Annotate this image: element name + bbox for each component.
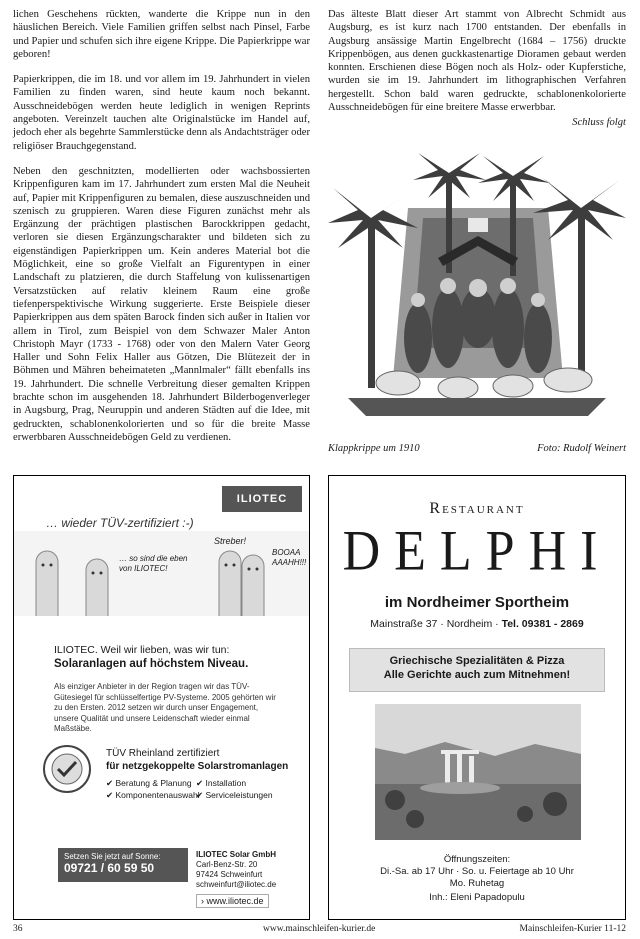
hours-line: Mo. Ruhetag bbox=[449, 878, 505, 889]
check-item: ✔ Beratung & Planung bbox=[106, 778, 192, 788]
opening-hours bbox=[329, 854, 625, 904]
specialties-line: Griechische Spezialitäten & Pizza bbox=[389, 655, 565, 667]
footer-issue: Mainschleifen-Kurier 11-12 bbox=[519, 924, 626, 934]
specialties-box bbox=[349, 648, 605, 692]
page-number: 36 bbox=[13, 924, 23, 934]
bubble-booaa: BOOAA AAAHH!!! bbox=[272, 548, 307, 567]
cert-subtitle: für netzgekoppelte Solarstromanlagen bbox=[106, 761, 289, 772]
article-signoff: Schluss folgt bbox=[572, 117, 626, 129]
address-line: Mainstraße 37 · Nordheim · Tel. 09381 - 2869 bbox=[370, 618, 584, 630]
call-label: Setzen Sie jetzt auf Sonne: bbox=[64, 852, 161, 861]
iliotec-address bbox=[196, 850, 276, 890]
iliotec-logo: ILIOTEC bbox=[222, 486, 302, 512]
bubble-so-sind: … so sind die eben von ILIOTEC! bbox=[119, 554, 188, 573]
phone-number: 09721 / 60 59 50 bbox=[64, 861, 155, 875]
article-paragraph: Neben den geschnitzten, modellierten oder wachsbossierten Krippenfiguren kam im 17. Jahrhundert zum ersten Mal die Neuheit auf, Papier mit Krippenfiguren zu bemalen, diese auszuschneiden und szenisch zu gruppieren. Waren diese Figuren zunächst mehr als Ergänzung der prächtigen plastischen Barockkrippen gedacht, verloren sie diesen Ergänzungscharakter und bildeten sich zu eigenständigen Papierkrippen um. Kein anderes Material bot die Möglichkeit, eine so große Vielfalt an Figurentypen in einer Landschaft zu platzieren, die durch Staffelung von kulissenartigen Versatzstücken auf relativ kleinem Raum eine große tiefenperspektivische Wirkung suggerierte. Erste Beispiele dieser Papierkrippen aus dem späten Barock finden sich außer in Italien vor allem in Tirol, zum Beispiel von dem Schwazer Maler Anton Christoph Mayr (1733 - 1768) oder von den Malern Vater Georg Haller und Sohn Felix Haller aus Götzen, Die Blütezeit der in Böhmen und Mähren beheimateten „Mannlmaler“ fällt ebenfalls ins 19. Jahrhundert. Die schnelle Verbreitung dieser gemalten Krippen brachte schon im ausgehenden 18. Jahrhundert Bilderbogenverleger in Augsburg, Prag, Neuruppin und anderen Städten auf die Idee, mit gedruckten, schablonenkolorierten und so für die breite Masse erwerbbaren Ausschneidebögen Geld zu verdienen. bbox=[13, 165, 310, 443]
phone-number: Tel. 09381 - 2869 bbox=[501, 618, 584, 630]
iliotec-body: Als einziger Anbieter in der Region tragen wir das TÜV-Gütesiegel für schlüsselfertige PV-Systeme. 2005 gehörten wir zu den Ersten. 2012 setzen wir durch unser Engagement, unsere Qualität und unsere Leidenschaft wieder einmal Maßstäbe. bbox=[54, 682, 276, 733]
hours-line: Di.-Sa. ab 17 Uhr · So. u. Feiertage ab 10 Uhr bbox=[380, 866, 574, 877]
restaurant-name-logo: DELPHI bbox=[342, 520, 612, 583]
photo-caption: Klappkrippe um 1910 bbox=[328, 443, 420, 454]
specialties-line: Alle Gerichte auch zum Mitnehmen! bbox=[383, 669, 571, 681]
article-paragraph: Das älteste Blatt dieser Art stammt von Albrecht Schmidt aus Augsburg, es ist kurz nach 1700 entstanden. Der ebenfalls in Augsburg ansässige Martin Engelbrecht (1684 – 1756) druckte Krippenbögen, aus denen guckkastenartige Dioramen gebaut werden konnten. Erschienen diese Bögen noch als Holz- oder Kupferstiche, wurden sie im 19. Jahrhundert im lithographischen Verfahren hergestellt. Schon bald waren gedruckte, schablonenkolorierte Ausschneidebögen für eine breitere Masse erwerbbar. bbox=[328, 9, 626, 114]
bubble-streber: Streber! bbox=[214, 536, 247, 546]
article-column-left bbox=[13, 8, 310, 456]
city: 97424 Schweinfurt bbox=[196, 870, 263, 879]
delphi-advertisement bbox=[328, 475, 626, 920]
nativity-crib-photo bbox=[328, 148, 626, 436]
arrow-icon: › bbox=[201, 896, 204, 906]
check-item: ✔ Installation bbox=[196, 778, 247, 788]
company-name: ILIOTEC Solar GmbH bbox=[196, 850, 277, 859]
owner: Inh.: Eleni Papadopulu bbox=[429, 892, 525, 903]
tuev-seal-icon bbox=[42, 744, 92, 794]
iliotec-call-box bbox=[58, 848, 188, 882]
iliotec-tagline: ILIOTEC. Weil wir lieben, was wir tun: bbox=[54, 644, 230, 656]
iliotec-slogan: … wieder TÜV-zertifiziert :-) bbox=[46, 516, 194, 530]
check-item: ✔ Serviceleistungen bbox=[196, 790, 273, 800]
location-line: im Nordheimer Sportheim bbox=[384, 594, 570, 611]
footer-url[interactable]: www.mainschleifen-kurier.de bbox=[263, 924, 376, 934]
email: schweinfurt@iliotec.de bbox=[196, 880, 277, 889]
iliotec-advertisement bbox=[13, 475, 310, 920]
article-paragraph: Papierkrippen, die im 18. und vor allem im 19. Jahrhundert in vielen Familien zu finden waren, sind heute kaum noch bekannt. Ausschneidebögen werden heute lediglich in wenigen Reprints angeboten. Vereinzelt tauchen alte Originalstücke im Handel auf, jedoch eher als begehrte Sammlerstücke denn als Andachtsträger oder religiöser Brauchgegenstand. bbox=[13, 74, 310, 152]
photo-credit: Foto: Rudolf Weinert bbox=[537, 443, 626, 454]
restaurant-label: Restaurant bbox=[429, 500, 525, 517]
iliotec-web: › www.iliotec.de bbox=[196, 894, 269, 908]
article-paragraph: lichen Geschehens rückten, wanderte die Krippe nun in den häuslichen Bereich. Viele Familien griffen selbst nach Pinsel, Farbe und Papier und schufen sich ihre eigene Krippe. Die Papierkrippe war geboren! bbox=[13, 9, 310, 60]
article-column-right bbox=[328, 8, 626, 130]
cert-title: TÜV Rheinland zertifiziert bbox=[106, 748, 220, 759]
temple-photo bbox=[375, 704, 581, 840]
hours-title: Öffnungszeiten: bbox=[443, 854, 511, 865]
street: Carl-Benz-Str. 20 bbox=[196, 860, 258, 869]
iliotec-headline: Solaranlagen auf höchstem Niveau. bbox=[54, 658, 249, 670]
check-item: ✔ Komponentenauswahl bbox=[106, 790, 200, 800]
